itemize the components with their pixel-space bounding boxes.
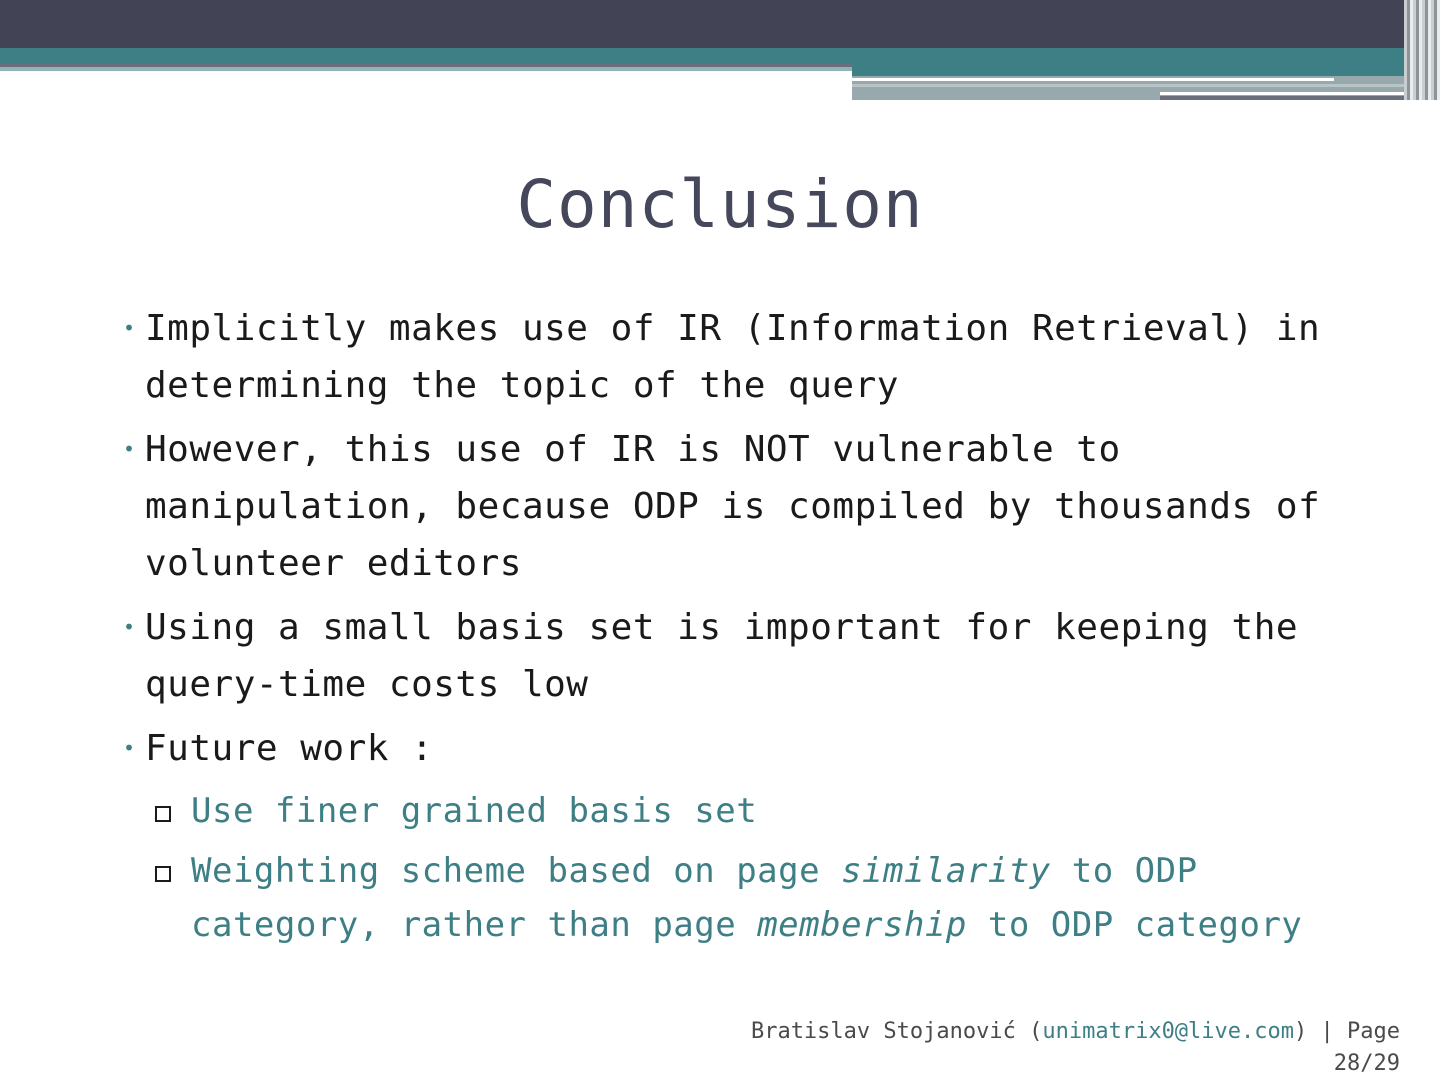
emphasis-text: similarity	[841, 851, 1051, 891]
square-bullet-icon	[155, 806, 171, 822]
bullet-icon: •	[123, 437, 136, 461]
sub-bullet-text-part: to ODP category	[966, 905, 1303, 945]
slide-title: Conclusion	[516, 166, 924, 243]
footer-page-label: ) | Page	[1294, 1019, 1400, 1044]
bullet-text: Future work :	[145, 728, 434, 769]
bullet-item	[115, 421, 1385, 592]
bullet-item	[115, 599, 1385, 713]
sub-bullet-text-part: to ODP category, rather than page	[191, 851, 1198, 945]
sub-bullet-item	[115, 784, 1385, 838]
bullet-icon: •	[123, 615, 136, 639]
footer-author: Bratislav Stojanović (	[750, 1019, 1043, 1044]
bullet-item	[115, 720, 1385, 777]
square-bullet-icon	[155, 866, 171, 882]
bullet-icon: •	[123, 736, 136, 760]
bullet-text: Using a small basis set is important for keeping the query-time costs low	[145, 607, 1299, 705]
header-decoration	[1160, 92, 1412, 95]
bullet-item	[115, 300, 1385, 414]
header-stripes	[1404, 0, 1440, 100]
sub-bullet-text: Use finer grained basis set	[191, 791, 758, 831]
header-accent-bar	[0, 48, 1440, 64]
header-decoration	[852, 84, 1412, 87]
bullet-list	[115, 300, 1385, 958]
slide-footer	[680, 1016, 1400, 1080]
bullet-icon: •	[123, 316, 136, 340]
header-decoration	[852, 78, 1334, 81]
header-line	[0, 67, 852, 71]
header-decoration	[1160, 96, 1412, 100]
sub-bullet-text-part: Weighting scheme based on page	[191, 851, 842, 891]
sub-bullet-item	[115, 844, 1385, 952]
footer-page-number: 28/29	[1333, 1051, 1400, 1076]
footer-email-link[interactable]: unimatrix0@live.com	[1042, 1019, 1295, 1044]
emphasis-text: membership	[757, 905, 967, 945]
bullet-text: However, this use of IR is NOT vulnerable to manipulation, because ODP is compiled by thousands of volunteer editors	[145, 429, 1321, 584]
header-decoration	[852, 64, 1412, 76]
header-bar	[0, 0, 1440, 48]
bullet-text: Implicitly makes use of IR (Information Retrieval) in determining the topic of the query	[145, 308, 1321, 406]
